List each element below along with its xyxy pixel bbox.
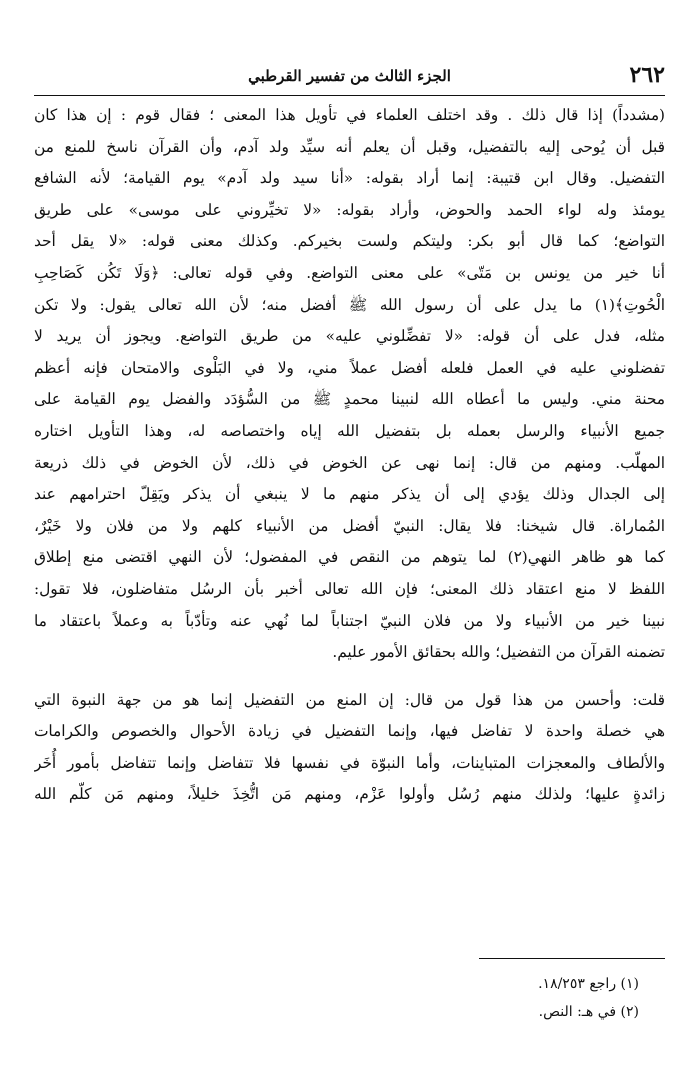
text-line: زائدةٍ عليها؛ ولذلك منهم رُسُل وأولوا عَزْم، ومنهم مَن اتُّخِذَ خليلاً، ومنهم مَن كلّم الله bbox=[34, 785, 665, 804]
text-line: المهلّب. ومنهم من قال: إنما نهى عن الخوض في ذلك، لأن الخوض في ذلك ذريعة bbox=[34, 453, 665, 472]
text-line: مثله، فدل على أن قوله: «لا تفضِّلوني عليه» من طريق التواضع. ويجوز أن يريد لا bbox=[34, 327, 665, 346]
text-line: تضمنه القرآن من التفضيل؛ والله بحقائق الأمور عليم. bbox=[332, 643, 665, 662]
text-line: إلى الجدال وذلك يؤدي إلى أن يذكر منهم ما لا ينبغي أن يذكر ويَقِلّ احترامهم عند bbox=[34, 485, 665, 504]
text-line: اللفظ لا منع اعتقاد ذلك المعنى؛ فإن الله تعالى أخبر بأن الرسُل متفاضلون، فلا تقول: bbox=[34, 579, 665, 598]
text-line: قلت: وأحسن من هذا قول من قال: إن المنع من التفضيل إنما هو من جهة النبوة التي bbox=[34, 690, 665, 709]
running-title: الجزء الثالث من تفسير القرطبي bbox=[248, 67, 451, 85]
page-header bbox=[34, 60, 665, 96]
paragraph-1 bbox=[34, 100, 665, 669]
text-line: جميع الأنبياء والرسل بعمله بل بتفضيل الله إياه واختصاصه له، وهذا التأويل اختاره bbox=[34, 421, 665, 440]
text-line: (مشدداً) إذا قال ذلك . وقد اختلف العلماء في تأويل هذا المعنى ؛ فقال قوم : إن هذا كان bbox=[34, 106, 665, 124]
text-line: التواضع؛ كما قال أبو بكر: وليتكم ولست بخيركم. وكذلك معنى قوله: «لا يقل أحد bbox=[34, 232, 665, 251]
text-line: أنا خير من يونس بن مَتّى» على معنى التواضع. وفي قوله تعالى: ﴿وَلَا تَكُن كَصَاحِبِ bbox=[34, 263, 665, 282]
text-line: المُماراة. قال شيخنا: فلا يقال: النبيّ أفضل من الأنبياء كلهم ولا من فلان ولا خَيْرٌ، bbox=[34, 516, 665, 535]
footnote-rule bbox=[479, 958, 665, 959]
text-line: قبل أن يُوحى إليه بالتفضيل، وقبل أن يعلم أنه سيِّد ولد آدم، وأن القرآن ناسخ للمنع من bbox=[34, 137, 665, 156]
text-line: والألطاف والمعجزات المتباينات، وأما النبوّة في نفسها فلا تتفاضل وإنما تتفاضل بأمور أُخَر bbox=[34, 753, 665, 772]
text-line: يومئذ وله لواء الحمد والحوض، وأراد بقوله: «لا تخيِّروني على موسى» على طريق bbox=[34, 200, 665, 219]
text-line: نبينا خير من الأنبياء ولا من فلان النبيّ اجتناباً لما نُهي عنه وتأدّباً به وعملاً باعتقاد ما bbox=[34, 611, 665, 630]
body-text bbox=[34, 100, 665, 811]
text-line: التفضيل. وقال ابن قتيبة: إنما أراد بقوله: «أنا سيد ولد آدم» يوم القيامة؛ لأنه الشافع bbox=[34, 169, 665, 188]
footnote-2: (٢) في هـ: النص. bbox=[538, 1004, 639, 1020]
footnote-1: (١) راجع ١٨/٢٥٣. bbox=[538, 976, 639, 992]
text-line: كما هو ظاهر النهي(٢) لما يتوهم من النقص في المفضول؛ لأن النهي اقتضى منع إطلاق bbox=[34, 548, 665, 567]
footnotes bbox=[538, 970, 639, 1026]
text-line: محنة مني. وليس ما أعطاه الله لنبينا محمدٍ ﷺ من السُّؤدَد والفضل يوم القيامة على bbox=[34, 390, 665, 409]
text-line: تفضلوني عليه في العمل فلعله أفضل عملاً مني، ولا في البَلْوى والامتحان فإنه أعظم bbox=[34, 358, 665, 377]
header-rule bbox=[34, 95, 665, 96]
paragraph-2 bbox=[34, 685, 665, 811]
page-number: ٢٦٢ bbox=[629, 62, 665, 88]
text-line: الْحُوتِ﴾(١) ما يدل على أن رسول الله ﷺ أفضل منه؛ لأن الله تعالى يقول: ولا تكن bbox=[34, 295, 665, 314]
text-line: هي خصلة واحدة لا تفاضل فيها، وإنما التفضيل في زيادة الأحوال والخصوص والكرامات bbox=[34, 722, 665, 741]
paragraph-gap bbox=[34, 669, 665, 685]
